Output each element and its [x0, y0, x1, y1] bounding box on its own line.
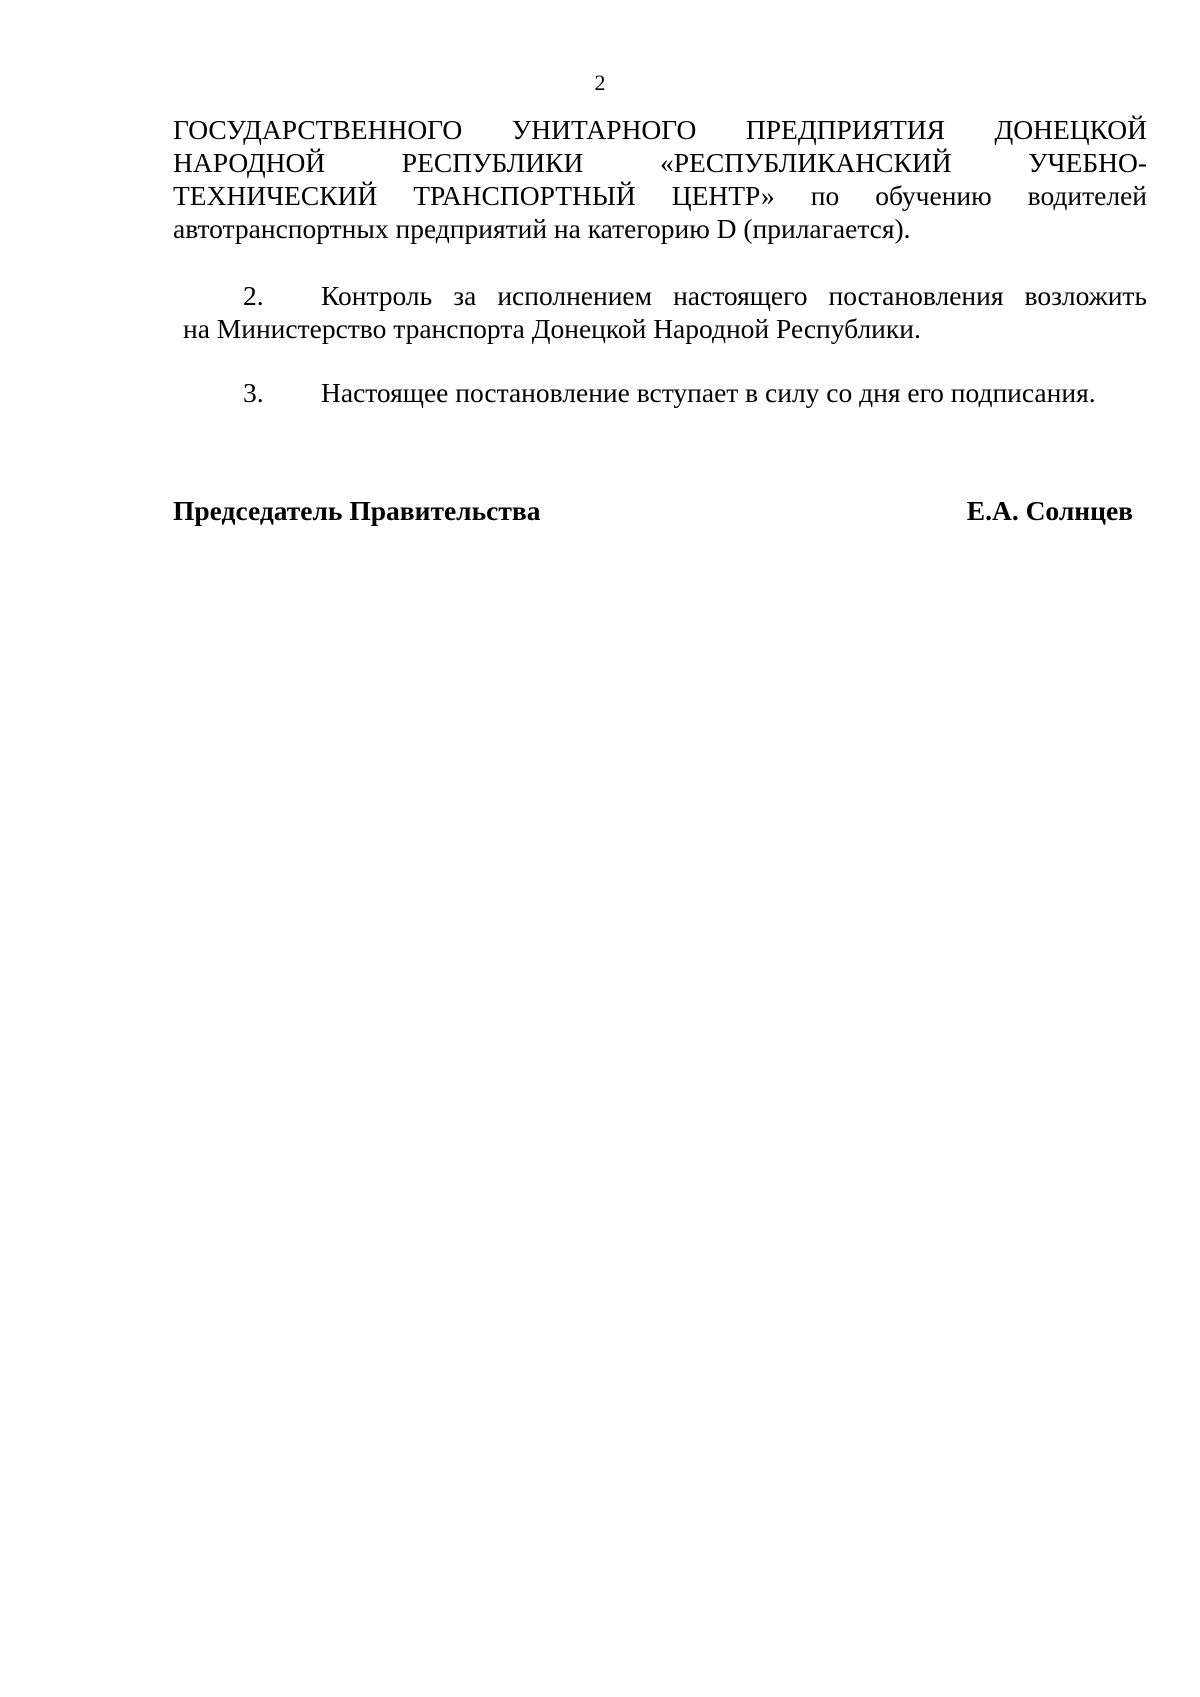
item-2-number: 2. — [243, 280, 264, 311]
item-2-text: Контроль за исполнением настоящего постановления возложить — [321, 280, 1147, 311]
signatory-position: Председатель Правительства — [173, 495, 541, 526]
intro-line: НАРОДНОЙ РЕСПУБЛИКИ «РЕСПУБЛИКАНСКИЙ УЧЕБНО- — [173, 147, 1147, 178]
intro-paragraph — [173, 113, 1147, 245]
item-3-text: Настоящее постановление вступает в силу со дня его подписания. — [321, 377, 1096, 408]
item-3-paragraph — [173, 376, 1147, 409]
signatory-name: Е.А. Солнцев — [966, 495, 1133, 526]
item-2-continuation: на Министерство транспорта Донецкой Народной Республики. — [183, 313, 921, 344]
intro-line: ГОСУДАРСТВЕННОГО УНИТАРНОГО ПРЕДПРИЯТИЯ ДОНЕЦКОЙ — [173, 114, 1147, 145]
item-2-first-line — [173, 279, 1147, 312]
item-3-number: 3. — [243, 377, 264, 408]
item-3-first-line — [173, 376, 1147, 409]
item-2-paragraph — [173, 279, 1147, 345]
intro-line: ТЕХНИЧЕСКИЙ ТРАНСПОРТНЫЙ ЦЕНТР» по обучению водителей — [173, 180, 1147, 211]
page-number: 2 — [594, 70, 606, 95]
intro-line: автотранспортных предприятий на категорию D (прилагается). — [173, 213, 911, 244]
signature-block — [173, 494, 1133, 527]
